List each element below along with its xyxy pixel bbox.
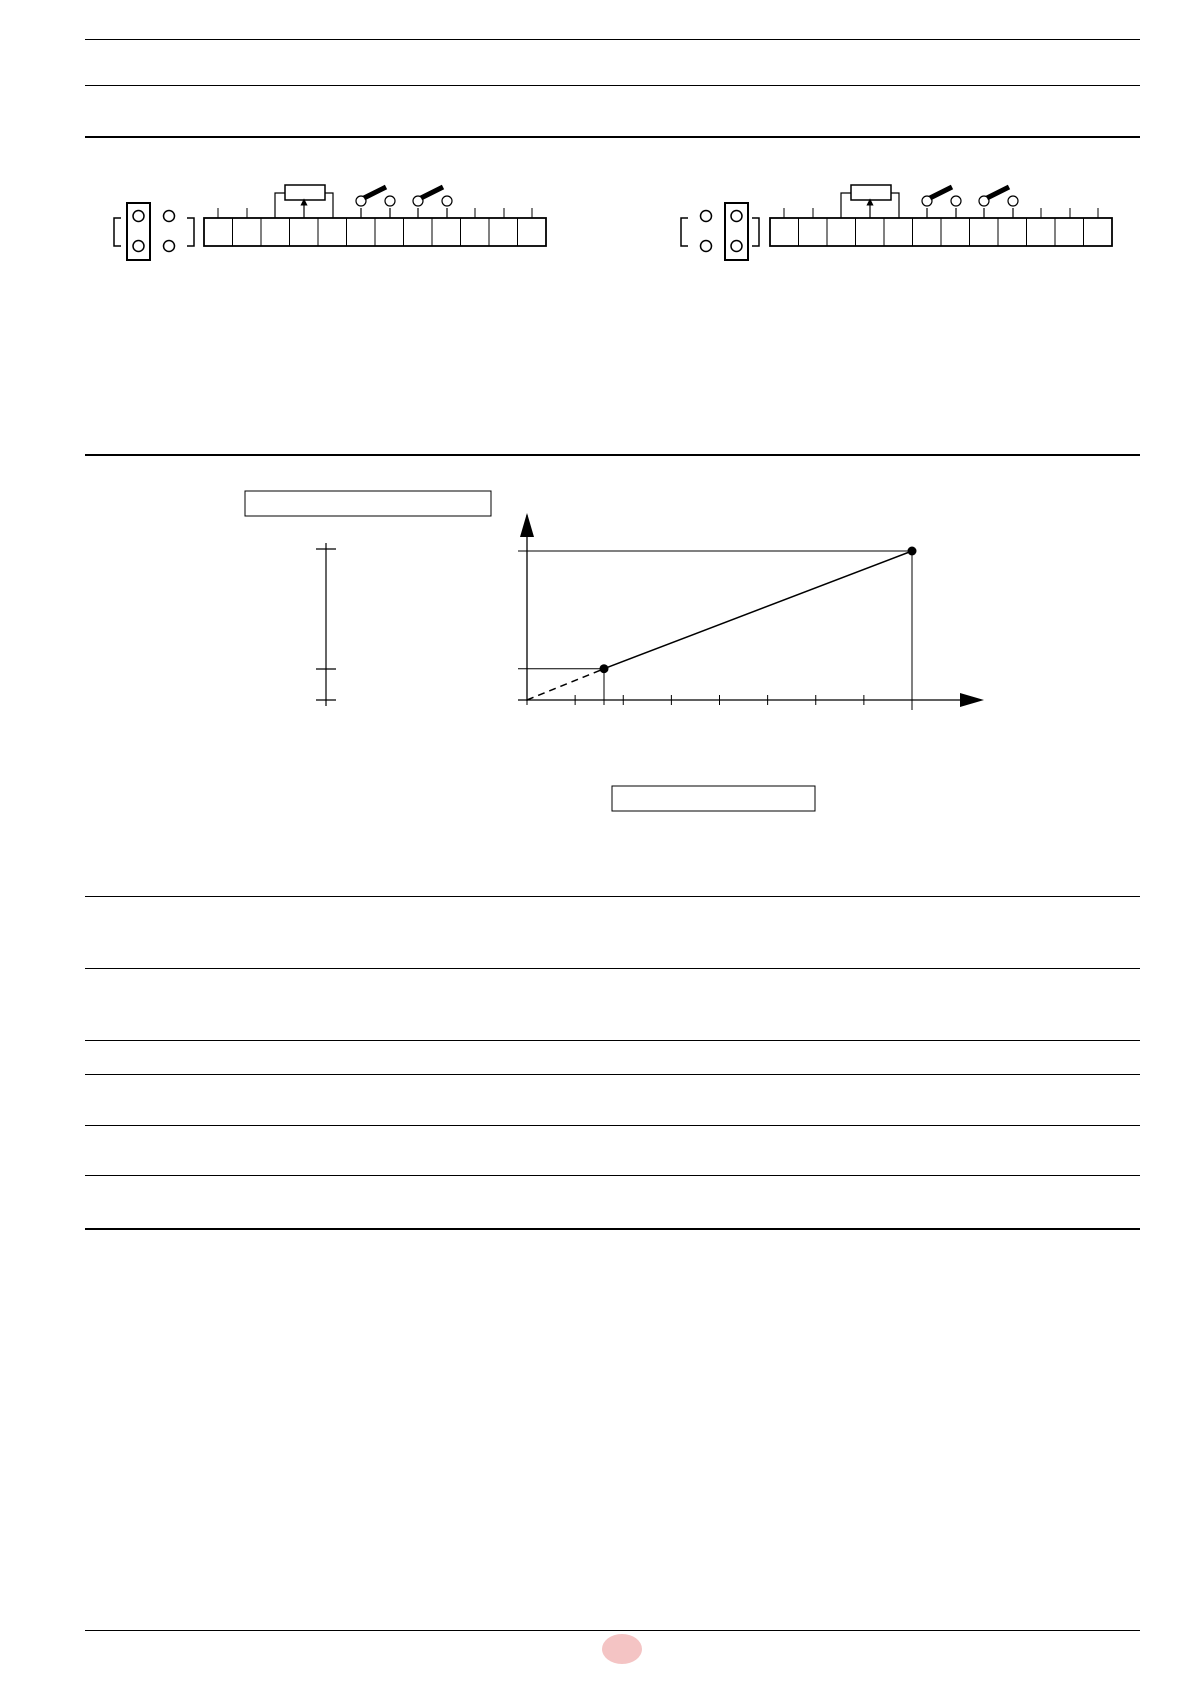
switch-icon (413, 187, 452, 218)
terminal-dividers (799, 218, 1084, 246)
switch-icon (922, 187, 961, 218)
jumper-pin (731, 241, 742, 252)
y-axis-arrow (520, 513, 534, 537)
jumper-pin (164, 241, 175, 252)
jumper-pin (133, 211, 144, 222)
jumper-pin (701, 211, 712, 222)
left-connector-diagram (114, 185, 546, 260)
reference-line (518, 551, 912, 710)
switch-icon (356, 187, 395, 218)
terminal-ticks (218, 208, 532, 218)
potentiometer-icon (275, 185, 333, 218)
jumper-pin (701, 241, 712, 252)
terminal-ticks (784, 208, 1098, 218)
characteristic-chart (518, 513, 984, 710)
switch-icon (979, 187, 1018, 218)
jumper-bracket-right (187, 218, 194, 246)
page-number-badge (602, 1634, 642, 1664)
label-box-bottom (612, 786, 815, 811)
data-point (908, 547, 917, 556)
jumper-pin (731, 211, 742, 222)
x-axis-arrow (960, 693, 984, 707)
jumper-pin (133, 241, 144, 252)
right-connector-diagram (681, 185, 1112, 260)
jumper-bracket-left (681, 218, 688, 246)
series-line-dashed (527, 669, 604, 700)
vertical-scale (316, 543, 336, 706)
jumper-pin (164, 211, 175, 222)
terminal-dividers (233, 218, 518, 246)
data-point (600, 664, 609, 673)
label-box-top (245, 491, 491, 516)
series-line-solid (604, 551, 912, 669)
jumper-bracket-left (114, 218, 121, 246)
jumper-bracket-right (752, 218, 759, 246)
potentiometer-icon (841, 185, 899, 218)
